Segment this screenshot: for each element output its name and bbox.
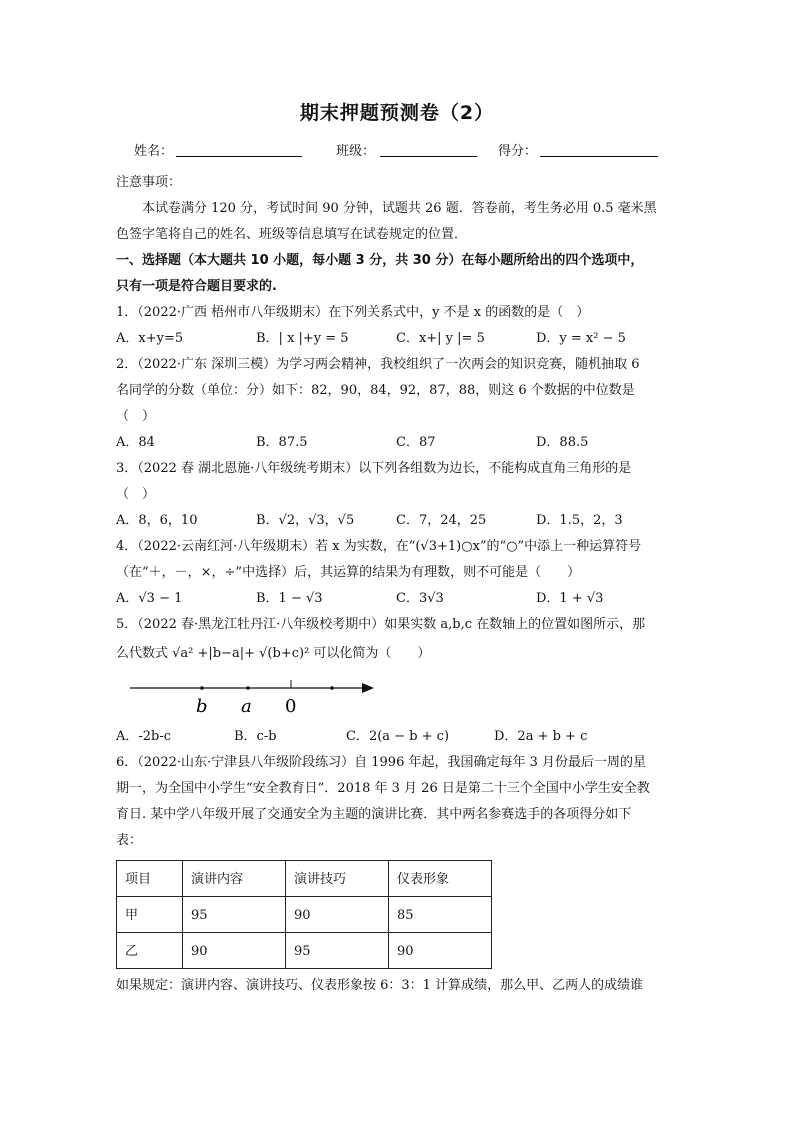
- question-stem: 4．（2022·云南红河·八年级期末）若 x 为实数，在“(√3+1)○x”的“○”中添上一种运算符号: [116, 539, 642, 554]
- table-cell: 95: [183, 897, 286, 933]
- table-header-cell: 演讲内容: [183, 861, 286, 897]
- question-stem: 1．（2022·广西 梧州市八年级期末）在下列关系式中，y 不是 x 的函数的是（ ）: [116, 305, 590, 320]
- option-b: B．1 − √3: [256, 591, 323, 606]
- options-row: [116, 508, 682, 534]
- label-b: b: [196, 696, 208, 717]
- option-c: C．87: [396, 435, 436, 450]
- option-a: A．x+y=5: [116, 331, 184, 346]
- question-stem: 育日. 某中学八年级开展了交通安全为主题的演讲比赛．其中两名参赛选手的各项得分如下: [116, 807, 632, 822]
- option-c: C．7，24，25: [396, 513, 487, 528]
- option-b: B．87.5: [256, 435, 308, 450]
- class-label: 班级：: [336, 144, 376, 159]
- table-cell: 90: [389, 933, 492, 969]
- table-cell: 95: [286, 933, 389, 969]
- notice-line: 本试卷满分 120 分，考试时间 90 分钟，试题共 26 题．答卷前，考生务必用 0.5 毫米黑: [142, 201, 657, 216]
- question-stem: 5．（2022 春·黑龙江牡丹江·八年级校考期中）如果实数 a,b,c 在数轴上的位置如图所示，那: [116, 617, 646, 632]
- option-a: A．84: [116, 435, 155, 450]
- question-stem: （ ）: [116, 409, 156, 424]
- notice-heading: 注意事项：: [116, 175, 182, 190]
- point-a: [246, 686, 250, 690]
- number-line-figure: [116, 674, 682, 718]
- option-c: C．3√3: [396, 591, 444, 606]
- question-stem: 2．（2022·广东 深圳三模）为学习两会精神，我校组织了一次两会的知识竞赛，随机抽取 6: [116, 357, 640, 372]
- question-2: [116, 352, 682, 456]
- option-a: A．√3 − 1: [116, 591, 183, 606]
- class-blank: [380, 156, 477, 157]
- table-cell: 85: [389, 897, 492, 933]
- question-3: [116, 456, 682, 534]
- option-d: D．88.5: [536, 435, 589, 450]
- table-header-cell: 项目: [117, 861, 183, 897]
- question-stem: （在“＋，－，×，÷”中选择）后，其运算的结果为有理数，则不可能是（ ）: [116, 565, 581, 580]
- question-stem: 表：: [116, 833, 143, 848]
- table-cell: 90: [183, 933, 286, 969]
- table-cell: 90: [286, 897, 389, 933]
- question-4: [116, 534, 682, 612]
- option-b: B．√2，√3，√5: [256, 513, 355, 528]
- question-5: [116, 612, 682, 750]
- arrow-right-icon: [362, 683, 374, 693]
- options-row: [116, 586, 682, 612]
- option-c: C．x+| y |= 5: [396, 331, 485, 346]
- point-b: [200, 686, 204, 690]
- option-a: A．8，6，10: [116, 513, 198, 528]
- point-c: [330, 686, 334, 690]
- score-table: [116, 860, 492, 969]
- option-a: A．-2b-c: [116, 729, 172, 744]
- option-d: D．1.5，2，3: [536, 513, 623, 528]
- exam-title: 期末押题预测卷（2）: [299, 102, 495, 124]
- label-a: a: [241, 696, 252, 717]
- table-header-cell: 仪表形象: [389, 861, 492, 897]
- options-row: [116, 430, 682, 456]
- question-stem: （ ）: [116, 487, 156, 502]
- question-stem: 6．（2022·山东·宁津县八年级阶段练习）自 1996 年起，我国确定每年 3 月份最后一周的星: [116, 755, 647, 770]
- label-zero: 0: [285, 696, 297, 717]
- option-d: D．1 + √3: [536, 591, 604, 606]
- name-label: 姓名：: [134, 144, 174, 159]
- option-b: B．c-b: [234, 729, 277, 744]
- table-header-cell: 演讲技巧: [286, 861, 389, 897]
- exam-body: [116, 170, 682, 999]
- options-row: [116, 326, 682, 352]
- option-d: D．y = x² − 5: [536, 331, 626, 346]
- section-heading: 一、选择题（本大题共 10 小题，每小题 3 分，共 30 分）在每小题所给出的四个选项中，: [116, 253, 644, 268]
- option-d: D．2a + b + c: [494, 729, 588, 744]
- options-row: [116, 724, 682, 750]
- question-stem: 如果规定：演讲内容、演讲技巧、仪表形象按 6：3：1 计算成绩，那么甲、乙两人的成绩谁: [116, 978, 644, 993]
- table-cell: 甲: [117, 897, 183, 933]
- question-stem: 期一，为全国中小学生“安全教育日”．2018 年 3 月 26 日是第二十三个全国中小学生安全教: [116, 781, 650, 796]
- score-label: 得分：: [498, 144, 538, 159]
- table-header-row: [117, 861, 492, 897]
- score-blank: [540, 156, 658, 157]
- question-stem: 么代数式 √a² +|b−a|+ √(b+c)² 可以化简为（ ）: [116, 646, 431, 661]
- question-stem: 3．（2022 春 湖北恩施·八年级统考期末）以下列各组数为边长，不能构成直角三角形的是: [116, 461, 632, 476]
- question-1: [116, 300, 682, 352]
- name-blank: [176, 156, 302, 157]
- option-c: C．2(a − b + c): [346, 729, 450, 744]
- table-row: [117, 933, 492, 969]
- table-row: [117, 897, 492, 933]
- table-cell: 乙: [117, 933, 183, 969]
- section-heading: 只有一项是符合题目要求的.: [116, 279, 277, 294]
- question-6: [116, 750, 682, 999]
- number-line-svg: [116, 674, 386, 718]
- option-b: B．| x |+y = 5: [256, 331, 349, 346]
- question-stem: 名同学的分数（单位：分）如下：82，90，84，92，87，88，则这 6 个数据的中位数是: [116, 383, 635, 398]
- notice-line: 色签字笔将自己的姓名、班级等信息填写在试卷规定的位置．: [116, 227, 468, 242]
